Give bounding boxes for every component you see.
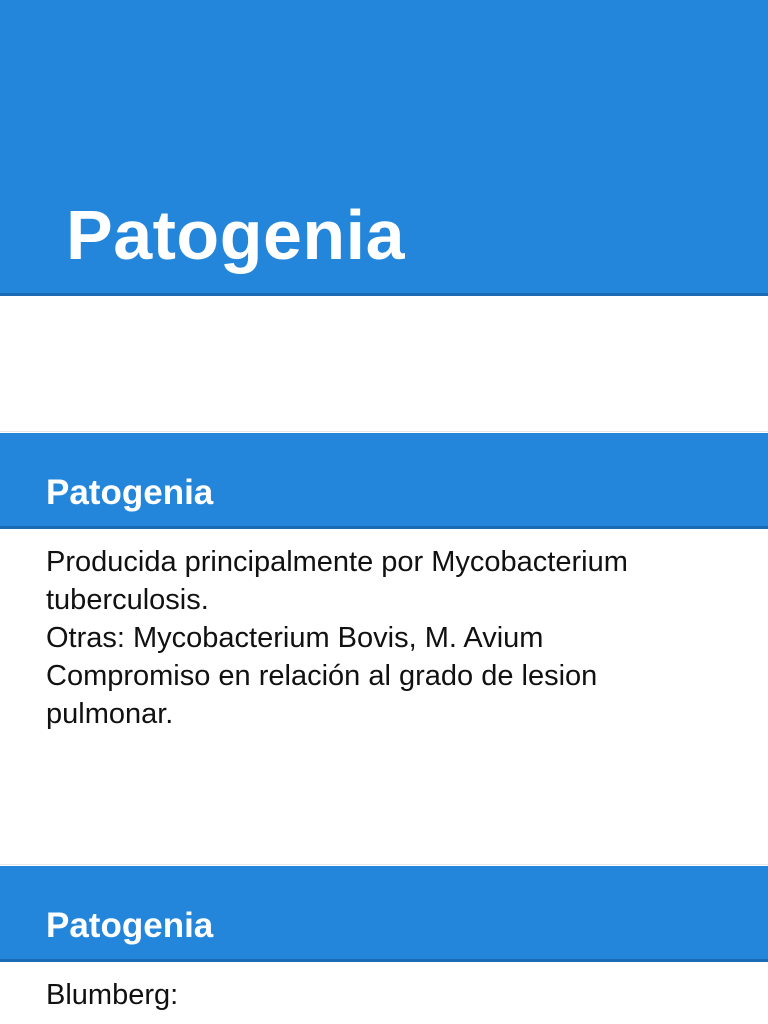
slide-body: [46, 543, 746, 733]
slide-heading: Patogenia: [46, 473, 214, 512]
body-line: pulmonar.: [46, 698, 174, 730]
slide-content-2: [0, 866, 768, 1024]
slide-separator: [0, 431, 768, 432]
body-line: Otras: Mycobacterium Bovis, M. Avium: [46, 622, 544, 654]
slide-separator: [0, 864, 768, 865]
slide-title: [0, 0, 768, 300]
body-line: Blumberg:: [46, 979, 179, 1011]
slide-title-heading: Patogenia: [66, 196, 406, 274]
slide-body: [46, 976, 746, 1014]
title-banner-rule: [0, 293, 768, 296]
slide-header-rule: [0, 959, 768, 962]
body-line: Compromiso en relación al grado de lesion: [46, 660, 598, 692]
slide-content-1: [0, 433, 768, 863]
body-line: tuberculosis.: [46, 584, 209, 616]
body-line: Producida principalmente por Mycobacterium: [46, 546, 628, 578]
slide-heading: Patogenia: [46, 906, 214, 945]
slide-header-rule: [0, 526, 768, 529]
